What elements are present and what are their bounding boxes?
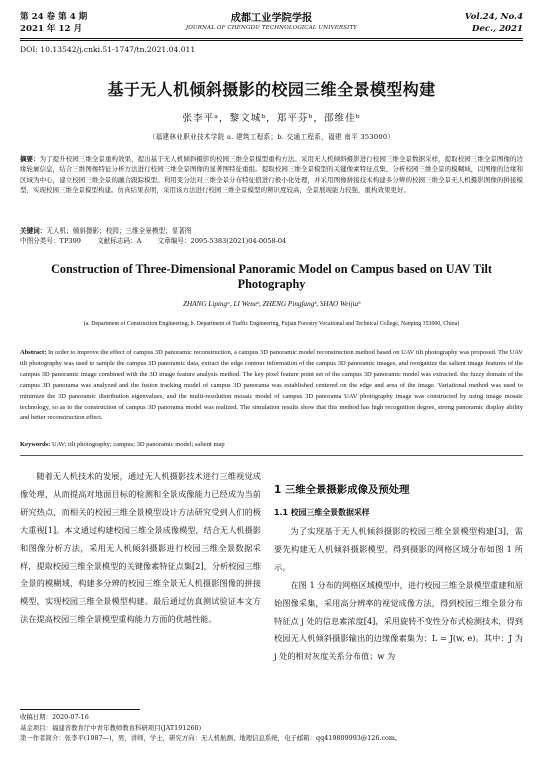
intro-paragraph: 随着无人机技术的发展，通过无人机摄影技术进行三维视觉成像处理，从而提高对地面目标的检测和全景成像能力已经成为当前研究热点，而相关的校园三维全景模型设计方法研究受到人们的极大重视[1]。本文通过构建校园三维全景成像模型，结合无人机摄影和图像分析方法，采用无人机倾斜摄影进行校园三维全景数据采样，提取校园三维全景模型的关键像素特征点集[2]，分析校园三维全景的模糊域，构建多分辨的校园三维全景无人机摄影图像的拼接模型，实现校园三维全景模型构建。最后通过仿真测试验证本文方法在提高校园三维全景模型重构能力方面的优越性能。 <box>20 471 261 625</box>
keywords-en-text: UAV; tilt photography; campus; 3D panoramic model; salient map <box>50 441 225 448</box>
document-code: 文献标志码：A <box>97 237 142 245</box>
fund-info: 基金项目：福建省教育厅中青年教师教育科研项目(JAT191260) <box>20 723 202 732</box>
abstract-cn-label: 摘要： <box>20 155 40 163</box>
keywords-cn <box>20 226 523 236</box>
header-volume-en <box>465 12 523 35</box>
abstract-en-label: Abstract: <box>20 349 47 356</box>
header-rule-thin <box>20 40 523 41</box>
received-date: 收稿日期：2020-07-16 <box>20 713 89 721</box>
journal-name <box>170 12 373 33</box>
header-volume-issue <box>20 12 87 35</box>
volume-issue: 第 24 卷 第 4 期 <box>20 12 88 22</box>
section-heading: 1 三维全景摄影成像及预处理 <box>274 484 410 496</box>
paper-title-en: Construction of Three-Dimensional Panoramic Model on Campus based on UAV Tilt Photography <box>51 262 492 291</box>
issue-date-cn: 2021 年 12 月 <box>20 23 83 34</box>
volume-en: Vol.24, No.4 <box>464 12 523 22</box>
classification-line <box>20 236 523 246</box>
abstract-en-text: In order to improve the effect of campus 3D panoramic reconstruction, a campus 3D panoramic model reconstruction method based on UAV tilt photography was proposed. The UAV tilt photography was used to sample the campus 3D panoramic data, extract the edge contour information of the campus 3D panoramic images, and reorganize the salient image features of the campus 3D panoramic image combined with the 3D image feature analysis method. The key pixel feature point set of the campus 3D panoramic model was extracted. the fuzzy domain of the campus 3D panorama was analyzed and the fusion tracking model of campus 3D panorama was established centered on the edge and area of the image. Variational method was used to minimize the 3D panoramic distribution eigenvalues, and the multi-resolution mosaic model of campus 3D panorama UAV photography image was constructed by using image mosaic technology, so as to the construction of campus 3D panorama model was realized. The simulation results show that this method has high recognition degree, strong panoramic display ability and better reconstruction effect. <box>20 349 523 422</box>
authors-en: ZHANG Lipingᵃ, LI Weneᵇ, ZHENG Pingfangᵇ, SHAO Weijiaᵇ <box>182 300 361 308</box>
subsection-heading: 1.1 校园三维全景数据采样 <box>274 508 370 517</box>
affiliation-cn: （福建林业职业技术学院 a. 建筑工程系；b. 交通工程系，福建 南平 353000） <box>148 133 395 141</box>
author-bio: 第一作者简介：张李平(1987—)，男，讲师，学士，研究方向：无人机航测、地理信息系统，电子邮箱：qq419809993@126.com。 <box>20 734 402 743</box>
journal-name-en: JOURNAL OF CHENGDU TECHNOLOGICAL UNIVERSITY <box>185 25 358 31</box>
keywords-en <box>20 440 523 450</box>
abstract-en <box>20 348 523 424</box>
journal-name-cn: 成都工业学院学报 <box>230 12 313 24</box>
header-rule <box>20 38 523 39</box>
abstract-cn-text: 为了提升校园三维全景重构效果，提出基于无人机倾斜摄影的校园三维全景模型重构方法。采用无人机倾斜摄影进行校园三维全景数据采样，提取校园三维全景图像的边缘轮廓信息，结合三维图像特征分析方法进行校园三维全景图像的显著图特征重组。提取校园三维全景模型的关键像素特征点集，分析校园三维全景的模糊域，以图像的边缘和区域为中心，建立校园三维全景的融合跟踪模型。利用变分法对三维全景分布特征值进行极小化处理，并采用图像拼接技术构建多分辨的校园三维全景无人机摄影图像的拼接模型，实现校园三维全景模型构建。仿真结果表明，采用该方法进行校园三维全景模型的辨识度较高，全景展现能力较强，重构效果更好。 <box>20 155 524 195</box>
footnotes <box>20 712 523 744</box>
authors-cn: 张李平ᵃ，黎文城ᵇ，郑平芬ᵇ，邵维佳ᵇ <box>182 113 361 124</box>
section-divider <box>20 455 523 456</box>
footnote-rule <box>20 709 140 710</box>
abstract-cn <box>20 154 523 196</box>
doi: DOI: 10.13542/j.cnki.51-1747/tn.2021.04.011 <box>20 45 196 54</box>
issue-date-en: Dec., 2021 <box>471 23 523 34</box>
clc-number: 中图分类号：TP399 <box>20 237 81 245</box>
body-right-column <box>274 523 523 666</box>
keywords-en-label: Keywords: <box>20 441 51 448</box>
paper-title-cn: 基于无人机倾斜摄影的校园三维全景模型构建 <box>107 80 436 99</box>
body-left-column <box>20 468 261 629</box>
body-paragraph: 在图 1 分布的网格区域模型中，进行校园三维全景模型重建和原始图像采集，采用高分辨率的视觉成像方法，得到校园三维全景分布特征点 j 处的信息素浓度[4]，采用旋转不变性分布式检测技术，得到校园无人机倾斜摄影输出的边缘像素集为：L = J(w, e)。其中：J 为 j 处的相对灰度关系分布值；w 为 <box>274 579 523 662</box>
body-paragraph: 为了实现基于无人机倾斜摄影的校园三维全景模型构建[3]，需要先构建无人机倾斜摄影模型，得到摄影的网格区域分布如图 1 所示。 <box>274 526 523 572</box>
article-number: 文章编号：2095-5383(2021)04-0058-04 <box>157 237 287 245</box>
keywords-cn-text: 无人机；倾斜摄影；校园；三维全景模型；显著图 <box>46 227 192 235</box>
keywords-cn-label: 关键词： <box>20 227 47 235</box>
affiliation-en: (a. Department of Construction Engineering; b. Department of Traffic Engineering, Fujian Forestry Vocational and Technical College, Nanping 353000, China) <box>83 321 460 327</box>
